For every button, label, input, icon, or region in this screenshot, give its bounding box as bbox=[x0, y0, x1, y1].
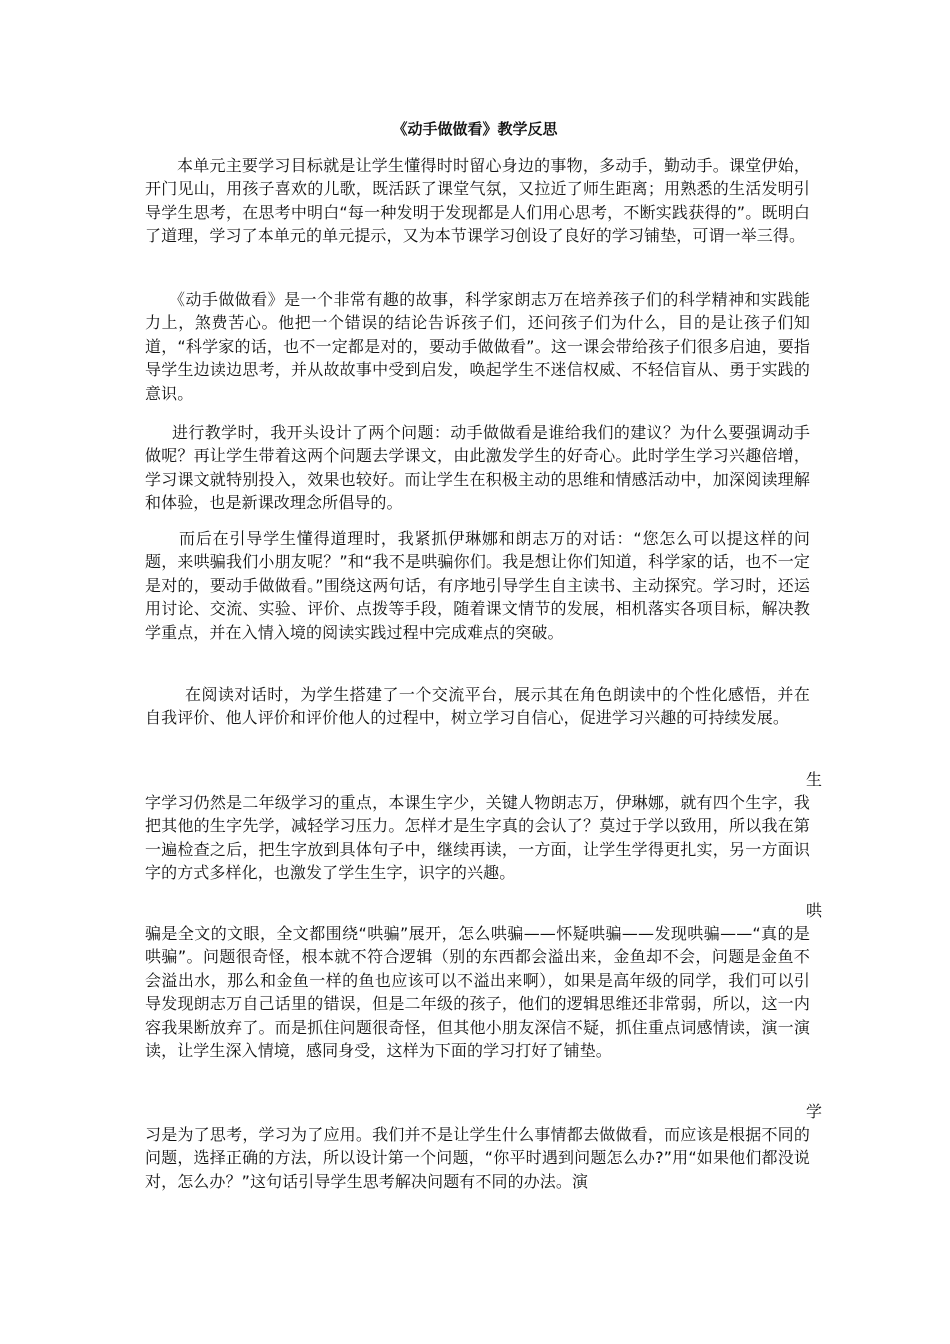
page-title: 《动手做做看》教学反思 bbox=[392, 120, 558, 138]
paragraph-8-first-char: 学 bbox=[806, 1102, 823, 1121]
paragraph-2: 《动手做做看》是一个非常有趣的故事，科学家朗志万在培养孩子们的科学精神和实践能力上，煞费苦心。他把一个错误的结论告诉孩子们，还问孩子们为什么，目的是让孩子们知道，“科学家的话，也不一定都是对的，要动手做做看”。这一课会带给孩子们很多启迪，要指导学生边读边思考，并从故故事中受到启发，唤起学生不迷信权威、不轻信盲从、勇于实践的意识。 bbox=[145, 290, 810, 403]
paragraph-7: 骗是全文的文眼，全文都围绕“哄骗”展开，怎么哄骗——怀疑哄骗——发现哄骗——“真的是哄骗”。问题很奇怪，根本就不符合逻辑（别的东西都会溢出来，金鱼却不会，问题是金鱼不会溢出水，那么和金鱼一样的鱼也应该可以不溢出来啊），如果是高年级的同学，我们可以引导发现朗志万自己话里的错误，但是二年级的孩子，他们的逻辑思维还非常弱，所以，这一内容我果断放弃了。而是抓住问题很奇怪，但其他小朋友深信不疑，抓住重点词感情读，演一演读，让学生深入情境，感同身受，这样为下面的学习打好了铺垫。 bbox=[145, 924, 810, 1061]
paragraph-6-first-char: 生 bbox=[806, 770, 823, 789]
paragraph-7-first-char: 哄 bbox=[806, 901, 823, 920]
paragraph-4: 而后在引导学生懂得道理时，我紧抓伊琳娜和朗志万的对话：“您怎么可以提这样的问题，来哄骗我们小朋友呢？”和“我不是哄骗你们。我是想让你们知道，科学家的话，也不一定是对的，要动手做做看。”围绕这两句话，有序地引导学生自主读书、主动探究。学习时，还运用讨论、交流、实验、评价、点拨等手段，随着课文情节的发展，相机落实各项目标，解决教学重点，并在入情入境的阅读实践过程中完成难点的突破。 bbox=[145, 529, 810, 642]
paragraph-5: 在阅读对话时，为学生搭建了一个交流平台，展示其在角色朗读中的个性化感悟，并在自我评价、他人评价和评价他人的过程中，树立学习自信心，促进学习兴趣的可持续发展。 bbox=[145, 685, 810, 728]
paragraph-3: 进行教学时，我开头设计了两个问题：动手做做看是谁给我们的建议？为什么要强调动手做呢？再让学生带着这两个问题去学课文，由此激发学生的好奇心。此时学生学习兴趣倍增，学习课文就特别投入，效果也较好。而让学生在积极主动的思维和情感活动中，加深阅读理解和体验，也是新课改理念所倡导的。 bbox=[145, 423, 810, 513]
paragraph-8: 习是为了思考，学习为了应用。我们并不是让学生什么事情都去做做看，而应该是根据不同的问题，选择正确的方法，所以设计第一个问题，“你平时遇到问题怎么办?”用“如果他们都没说对，怎么办？”这句话引导学生思考解决问题有不同的办法。演 bbox=[145, 1125, 810, 1191]
paragraph-6: 字学习仍然是二年级学习的重点，本课生字少，关键人物朗志万，伊琳娜，就有四个生字，我把其他的生字先学，减轻学习压力。怎样才是生字真的会认了？莫过于学以致用，所以我在第一遍检查之后，把生字放到具体句子中，继续再读，一方面，让学生学得更扎实，另一方面识字的方式多样化，也激发了学生生字，识字的兴趣。 bbox=[145, 793, 810, 883]
paragraph-1: 本单元主要学习目标就是让学生懂得时时留心身边的事物，多动手，勤动手。课堂伊始，开门见山，用孩子喜欢的儿歌，既活跃了课堂气氛，又拉近了师生距离；用熟悉的生活发明引导学生思考，在思考中明白“每一种发明于发现都是人们用心思考，不断实践获得的”。既明白了道理，学习了本单元的单元提示，又为本节课学习创设了良好的学习铺垫，可谓一举三得。 bbox=[145, 156, 810, 246]
